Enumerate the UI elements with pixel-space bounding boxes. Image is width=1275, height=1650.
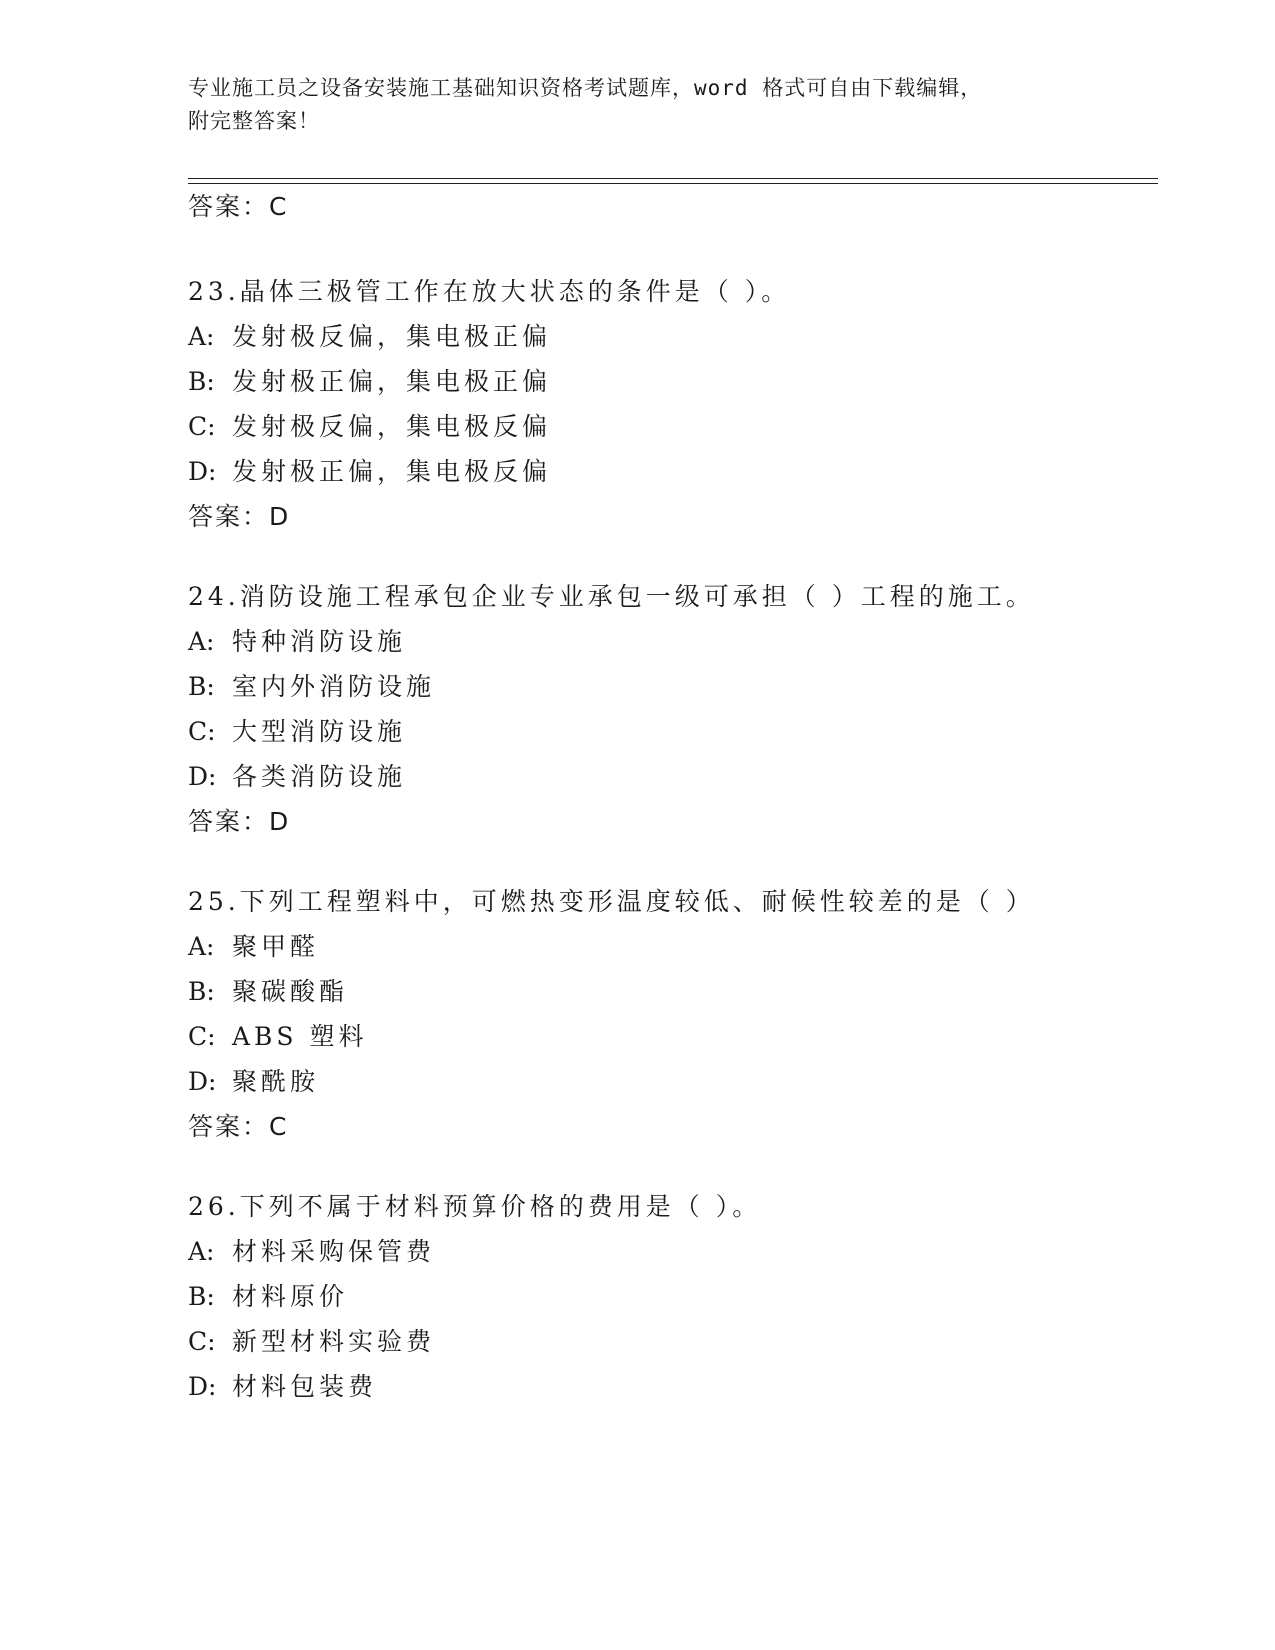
option-d <box>188 1067 1158 1097</box>
option-key: C: <box>188 1022 216 1051</box>
option-key: D: <box>188 1372 217 1401</box>
document-header <box>188 72 1088 138</box>
question-24 <box>188 582 1158 837</box>
option-key: C: <box>188 717 216 746</box>
option-key: D: <box>188 457 217 486</box>
option-key: A: <box>188 1237 215 1266</box>
option-key: A: <box>188 322 215 351</box>
header-line-2: 附完整答案！ <box>188 109 320 133</box>
option-text: 发射极反偏，集电极反偏 <box>232 412 552 441</box>
option-text: 发射极正偏，集电极反偏 <box>232 457 552 486</box>
question-23 <box>188 277 1158 532</box>
option-text: 材料原价 <box>232 1282 349 1311</box>
option-d <box>188 457 1158 487</box>
header-line-1: 专业施工员之设备安装施工基础知识资格考试题库，word 格式可自由下载编辑， <box>188 76 983 100</box>
question-26 <box>188 1192 1158 1417</box>
option-text: 室内外消防设施 <box>232 672 436 701</box>
answer: 答案：C <box>188 1112 289 1141</box>
option-a <box>188 322 1158 352</box>
option-b <box>188 672 1158 702</box>
option-b <box>188 1282 1158 1312</box>
answer: 答案：D <box>188 807 291 836</box>
option-c <box>188 1022 1158 1052</box>
option-a <box>188 932 1158 962</box>
option-text: 聚碳酸酯 <box>232 977 349 1006</box>
option-d <box>188 762 1158 792</box>
previous-answer: 答案：C <box>188 192 289 221</box>
option-text: 聚酰胺 <box>232 1067 320 1096</box>
option-text: 各类消防设施 <box>232 762 407 791</box>
option-b <box>188 977 1158 1007</box>
option-key: B: <box>188 1282 215 1311</box>
question-stem: 24.消防设施工程承包企业专业承包一级可承担（ ）工程的施工。 <box>188 582 1035 611</box>
header-divider-bottom <box>188 183 1158 184</box>
option-key: C: <box>188 412 216 441</box>
answer: 答案：D <box>188 502 291 531</box>
option-text: 发射极正偏，集电极正偏 <box>232 367 552 396</box>
option-text: 材料采购保管费 <box>232 1237 436 1266</box>
option-c <box>188 412 1158 442</box>
option-c <box>188 717 1158 747</box>
option-text: 新型材料实验费 <box>232 1327 436 1356</box>
option-key: A: <box>188 932 215 961</box>
option-text: 特种消防设施 <box>232 627 407 656</box>
question-25 <box>188 887 1158 1142</box>
option-key: D: <box>188 762 217 791</box>
option-text: 聚甲醛 <box>232 932 320 961</box>
option-a <box>188 1237 1158 1267</box>
question-stem: 23.晶体三极管工作在放大状态的条件是（ ）。 <box>188 277 791 306</box>
option-key: B: <box>188 977 215 1006</box>
option-key: B: <box>188 367 215 396</box>
option-key: D: <box>188 1067 217 1096</box>
option-key: A: <box>188 627 215 656</box>
option-key: C: <box>188 1327 216 1356</box>
option-key: B: <box>188 672 215 701</box>
option-text: ABS 塑料 <box>232 1022 368 1051</box>
option-text: 材料包装费 <box>232 1372 378 1401</box>
option-b <box>188 367 1158 397</box>
question-stem: 25.下列工程塑料中，可燃热变形温度较低、耐候性较差的是（ ） <box>188 887 1035 916</box>
option-c <box>188 1327 1158 1357</box>
option-text: 大型消防设施 <box>232 717 407 746</box>
question-stem: 26.下列不属于材料预算价格的费用是（ ）。 <box>188 1192 762 1221</box>
header-divider-top <box>188 178 1158 179</box>
option-a <box>188 627 1158 657</box>
option-d <box>188 1372 1158 1402</box>
option-text: 发射极反偏，集电极正偏 <box>232 322 552 351</box>
